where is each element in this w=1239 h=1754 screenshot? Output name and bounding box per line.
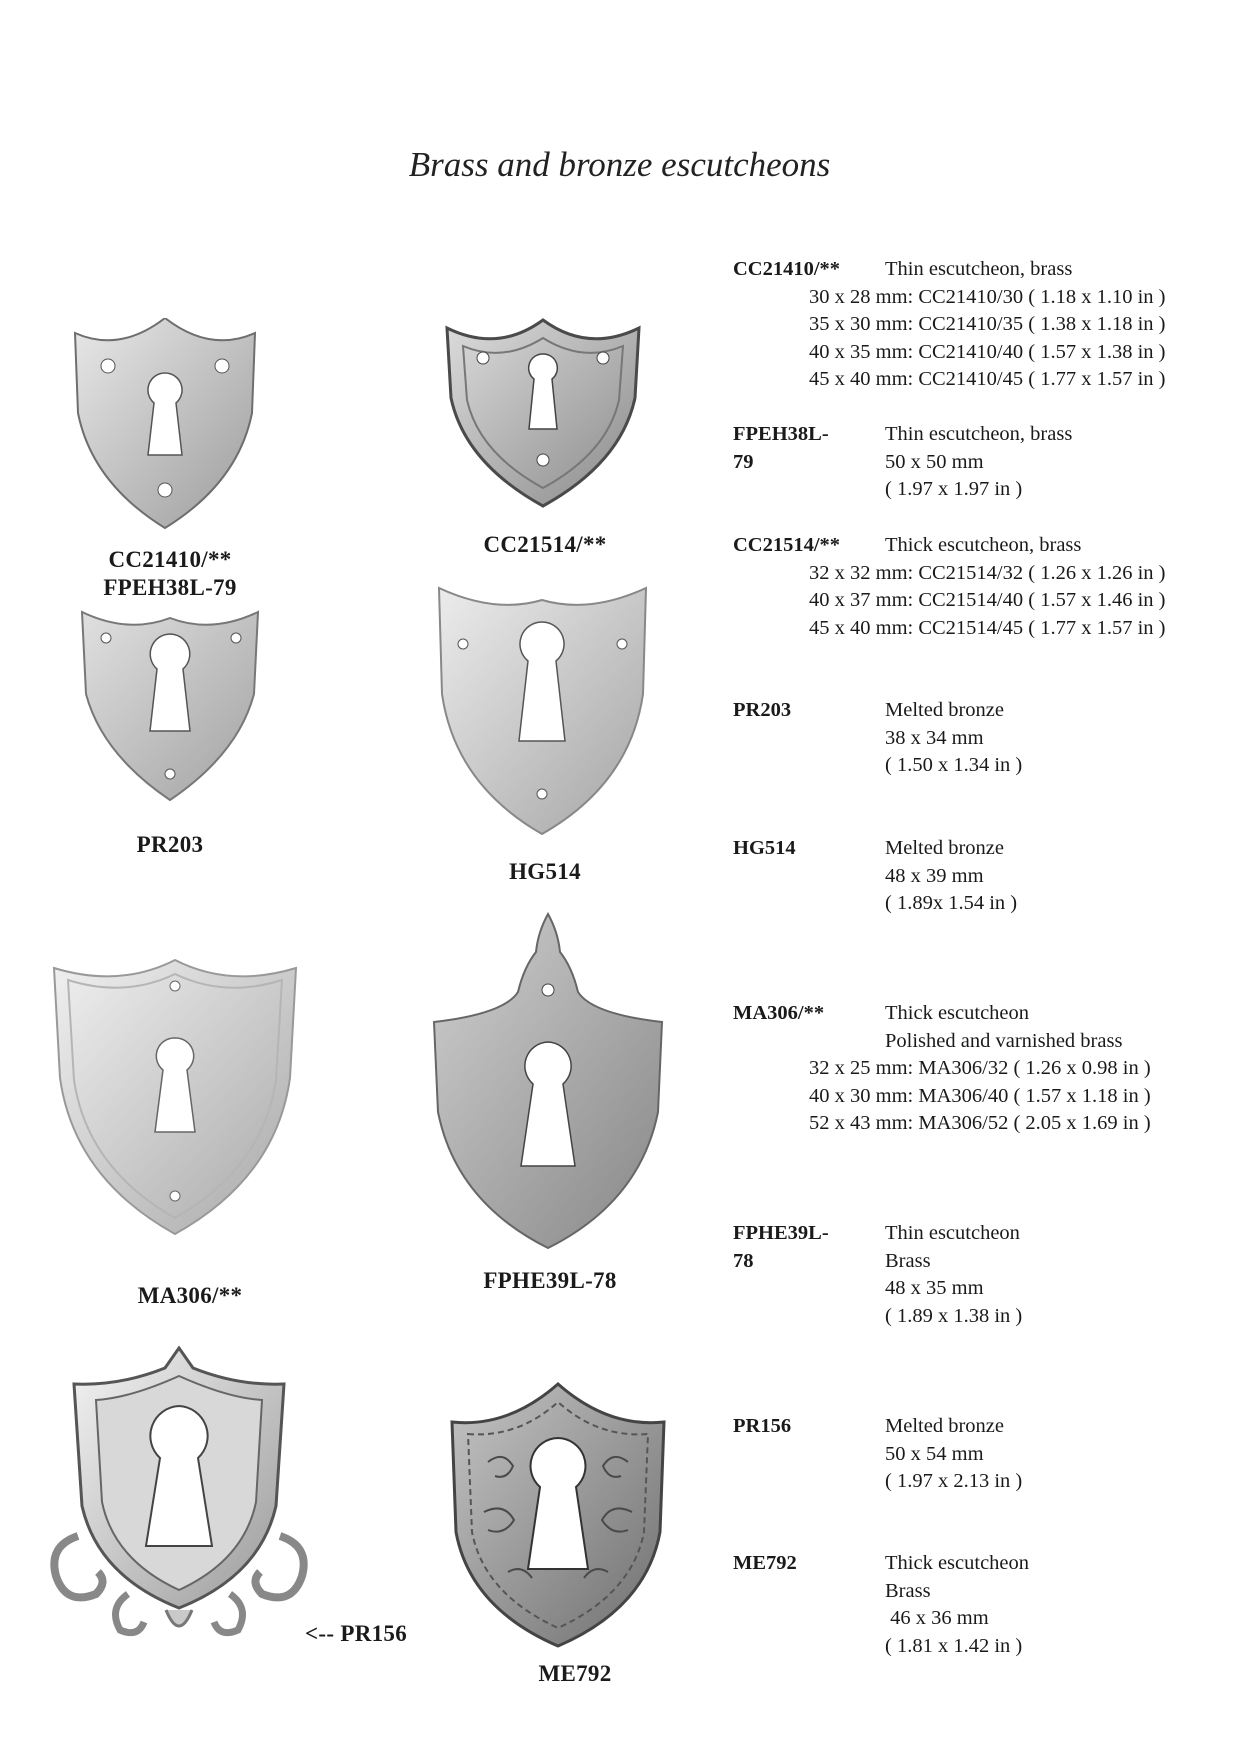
caption-hg514: HG514	[509, 859, 581, 884]
product-description: Thick escutcheon	[885, 1552, 1030, 1574]
escutcheon-photo-cc21410	[70, 318, 260, 530]
caption-fphe39l: FPHE39L-78	[483, 1268, 617, 1293]
product-code: PR156	[733, 1415, 792, 1437]
product-material: Brass	[885, 1579, 931, 1602]
escutcheon-photo-pr203	[78, 604, 262, 802]
caption-ma306: MA306/**	[137, 1283, 243, 1308]
product-code: MA306/**	[733, 1002, 825, 1024]
escutcheon-photo-pr156	[48, 1346, 310, 1646]
size-line: 35 x 30 mm: CC21410/35 ( 1.38 x 1.18 in )	[809, 313, 1166, 335]
product-code: FPEH38L-79	[733, 423, 829, 473]
product-description: Thick escutcheon	[885, 1002, 1030, 1024]
product-code: CC21514/**	[733, 534, 841, 556]
caption-pr203: PR203	[136, 832, 204, 857]
product-description: Melted bronze	[885, 837, 1004, 859]
product-dimensions-in: ( 1.50 x 1.34 in )	[885, 754, 1023, 776]
product-dimensions-in: ( 1.81 x 1.42 in )	[885, 1634, 1023, 1657]
escutcheon-photo-fphe39l	[432, 912, 664, 1250]
product-code: CC21410/**	[733, 258, 841, 280]
caption-cc21410: CC21410/**	[108, 547, 232, 572]
product-dimensions: 48 x 35 mm	[885, 1277, 984, 1299]
product-dimensions: 50 x 54 mm	[885, 1442, 984, 1465]
product-dimensions-in: ( 1.97 x 2.13 in )	[885, 1470, 1023, 1492]
product-description: Thin escutcheon	[885, 1222, 1020, 1244]
size-line: 32 x 25 mm: MA306/32 ( 1.26 x 0.98 in )	[809, 1057, 1151, 1079]
product-dimensions: 48 x 39 mm	[885, 864, 984, 887]
product-description: Thin escutcheon, brass	[885, 423, 1073, 445]
product-dimensions-in: ( 1.89 x 1.38 in )	[885, 1304, 1023, 1327]
size-line: 30 x 28 mm: CC21410/30 ( 1.18 x 1.10 in )	[809, 285, 1166, 308]
product-description: Thick escutcheon, brass	[885, 534, 1082, 556]
product-description: Melted bronze	[885, 699, 1004, 721]
escutcheon-photo-hg514	[435, 584, 650, 836]
caption-me792: ME792	[538, 1661, 612, 1686]
product-description: Melted bronze	[885, 1415, 1004, 1437]
product-code: ME792	[733, 1552, 797, 1574]
size-line: 52 x 43 mm: MA306/52 ( 2.05 x 1.69 in )	[809, 1112, 1151, 1134]
size-line: 32 x 32 mm: CC21514/32 ( 1.26 x 1.26 in )	[809, 561, 1166, 584]
product-dimensions: 38 x 34 mm	[885, 726, 984, 749]
escutcheon-photo-me792	[448, 1382, 668, 1648]
size-line: 45 x 40 mm: CC21410/45 ( 1.77 x 1.57 in )	[809, 368, 1166, 390]
escutcheon-photo-ma306	[50, 958, 300, 1236]
page-title: Brass and bronze escutcheons	[408, 145, 831, 184]
caption-cc21514: CC21514/**	[483, 532, 607, 557]
size-line: 40 x 35 mm: CC21410/40 ( 1.57 x 1.38 in )	[809, 340, 1166, 363]
product-dimensions-in: ( 1.97 x 1.97 in )	[885, 478, 1023, 500]
size-line: 40 x 37 mm: CC21514/40 ( 1.57 x 1.46 in )	[809, 589, 1166, 611]
product-dimensions: 50 x 50 mm	[885, 450, 984, 473]
escutcheon-photo-cc21514	[443, 318, 643, 508]
product-finish: Polished and varnished brass	[885, 1029, 1123, 1052]
caption-fpeh38l: FPEH38L-79	[103, 575, 237, 600]
product-material: Brass	[885, 1249, 931, 1272]
product-description: Thin escutcheon, brass	[885, 258, 1073, 280]
product-code: FPHE39L-78	[733, 1222, 829, 1272]
caption-pr156: <-- PR156	[305, 1621, 408, 1646]
product-code: HG514	[733, 837, 796, 859]
size-line: 45 x 40 mm: CC21514/45 ( 1.77 x 1.57 in )	[809, 616, 1166, 639]
product-dimensions: 46 x 36 mm	[885, 1607, 989, 1629]
product-code: PR203	[733, 699, 792, 721]
size-line: 40 x 30 mm: MA306/40 ( 1.57 x 1.18 in )	[809, 1084, 1151, 1107]
product-dimensions-in: ( 1.89x 1.54 in )	[885, 892, 1018, 914]
